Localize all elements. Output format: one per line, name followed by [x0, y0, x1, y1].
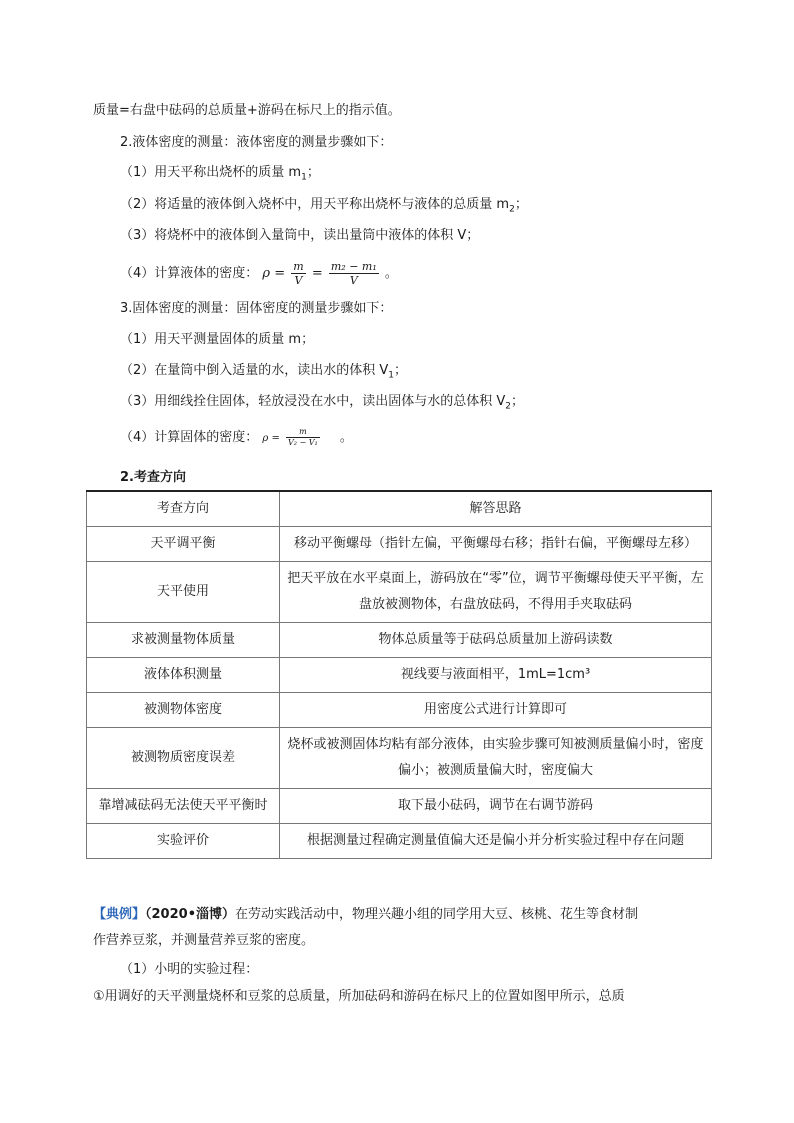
- table-cell: 靠增减砝码无法使天平平衡时: [87, 789, 280, 824]
- table-cell: 用密度公式进行计算即可: [280, 693, 712, 728]
- liquid-fraction-m-over-v: [291, 260, 305, 287]
- example-label: 【典例】: [93, 907, 146, 922]
- fraction-denominator: V₂ − V₁: [288, 438, 318, 447]
- solid-step-1: （1）用天平测量固体的质量 m；: [120, 332, 315, 347]
- example-subquestion-2: ①用调好的天平测量烧杯和豆浆的总质量，所加砝码和游码在标尺上的位置如图甲所示，总质: [93, 989, 625, 1004]
- solid-step-3-sub: 2: [505, 401, 512, 412]
- table-cell: 求被测量物体质量: [87, 623, 280, 658]
- table-cell: 根据测量过程确定测量值偏大还是偏小并分析实验过程中存在问题: [280, 824, 712, 859]
- solid-formula-rho: ρ =: [262, 433, 280, 444]
- table-cell: 烧杯或被测固体均粘有部分液体，由实验步骤可知被测质量偏小时，密度偏小；被测质量偏大时，密度偏大: [280, 728, 712, 789]
- solid-step-2-text: （2）在量筒中倒入适量的水，读出水的体积 V: [120, 363, 389, 378]
- liquid-step-1-sub: 1: [301, 172, 307, 183]
- table-cell: 把天平放在水平桌面上，游码放在“零”位，调节平衡螺母使天平平衡，左盘放被测物体，右盘放砝码，不得用手夹取砝码: [280, 562, 712, 623]
- liquid-step-4-text: （4）计算液体的密度：: [120, 266, 259, 281]
- solid-heading: 3.固体密度的测量：固体密度的测量步骤如下：: [120, 301, 393, 316]
- table-row: [87, 824, 712, 859]
- exam-direction-table: [86, 490, 712, 859]
- liquid-formula-end: 。: [384, 266, 398, 281]
- table-row: [87, 789, 712, 824]
- liquid-step-1-end: ；: [306, 165, 320, 180]
- liquid-step-2-end: ；: [514, 197, 528, 212]
- table-cell: 被测物体密度: [87, 693, 280, 728]
- solid-step-2-end: ；: [394, 363, 408, 378]
- liquid-step-1-text: （1）用天平称出烧杯的质量 m: [120, 165, 302, 180]
- solid-step-3-text: （3）用细线拴住固体，轻放浸没在水中，读出固体与水的总体积 V: [120, 394, 506, 409]
- table-cell: 取下最小砝码，调节在右调节游码: [280, 789, 712, 824]
- table-cell: 液体体积测量: [87, 658, 280, 693]
- liquid-step-1: [120, 164, 320, 187]
- solid-step-2-sub: 1: [388, 370, 395, 381]
- fraction-numerator: m₂ − m₁: [330, 260, 377, 273]
- intro-line: 质量=右盘中砝码的总质量+游码在标尺上的指示值。: [93, 103, 401, 118]
- solid-step-3-end: ；: [511, 394, 525, 409]
- solid-step-2: [120, 362, 407, 385]
- fraction-denominator: V: [349, 274, 358, 287]
- table-row: [87, 693, 712, 728]
- example-subquestion-1: （1）小明的实验过程：: [120, 962, 259, 977]
- fraction-denominator: V: [294, 274, 303, 287]
- example-text-1: 在劳动实践活动中，物理兴趣小组的同学用大豆、核桃、花生等食材制: [235, 907, 639, 922]
- liquid-step-4: [120, 258, 398, 290]
- fraction-numerator: m: [293, 260, 304, 273]
- table-row: [87, 623, 712, 658]
- fraction-numerator: m: [286, 427, 320, 438]
- liquid-formula-eq: =: [311, 266, 323, 281]
- solid-step-4: [120, 422, 353, 454]
- example-line-1: [93, 906, 638, 924]
- liquid-step-2-sub: 2: [509, 204, 515, 215]
- table-header-row: [87, 491, 712, 527]
- liquid-formula-rho: ρ =: [262, 266, 286, 281]
- section-title: 2.考查方向: [120, 470, 186, 485]
- liquid-fraction-difference: [329, 260, 379, 287]
- table-cell: 实验评价: [87, 824, 280, 859]
- table-row: [87, 562, 712, 623]
- example-source: （2020•淄博）: [145, 907, 236, 922]
- table-cell: 物体总质量等于砝码总质量加上游码读数: [280, 623, 712, 658]
- table-cell: 天平使用: [87, 562, 280, 623]
- liquid-heading: 2.液体密度的测量：液体密度的测量步骤如下：: [120, 135, 393, 150]
- table-row: [87, 658, 712, 693]
- table-header-direction: 考查方向: [87, 491, 280, 527]
- liquid-step-2: [120, 196, 528, 219]
- solid-formula-end: 。: [339, 430, 353, 445]
- solid-fraction: [286, 427, 320, 448]
- solid-step-3: [120, 393, 524, 416]
- table-row: [87, 728, 712, 789]
- table-cell: 被测物质密度误差: [87, 728, 280, 789]
- liquid-step-2-text: （2）将适量的液体倒入烧杯中，用天平称出烧杯与液体的总质量 m: [120, 197, 510, 212]
- table-cell: 天平调平衡: [87, 527, 280, 562]
- table-cell: 视线要与液面相平，1mL=1cm³: [280, 658, 712, 693]
- table-header-approach: 解答思路: [280, 491, 712, 527]
- table-cell: 移动平衡螺母（指针左偏，平衡螺母右移；指针右偏，平衡螺母左移）: [280, 527, 712, 562]
- table-row: [87, 527, 712, 562]
- solid-step-4-text: （4）计算固体的密度：: [120, 430, 259, 445]
- liquid-step-3: （3）将烧杯中的液体倒入量筒中，读出量筒中液体的体积 V；: [120, 228, 480, 243]
- example-line-2: 作营养豆浆，并测量营养豆浆的密度。: [93, 933, 315, 948]
